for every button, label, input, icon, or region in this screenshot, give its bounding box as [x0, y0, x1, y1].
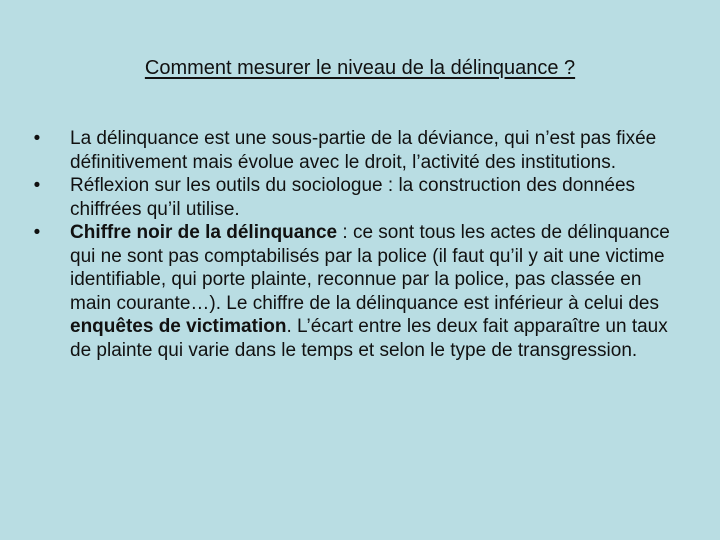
bullet-item [30, 174, 680, 221]
bullet-text: La délinquance est une sous-partie de la déviance, qui n’est pas fixée définitivement mais évolue avec le droit, l’activité des institutions. [70, 128, 657, 173]
slide-title: Comment mesurer le niveau de la délinquance ? [144, 57, 576, 79]
bullet-list [30, 127, 680, 362]
bullet-text: : ce sont tous les actes de délinquance qui ne sont pas comptabilisés par la police (il faut qu’il y ait une victime identifiable, qui porte plainte, reconnue par la police, pas classée en main courante…). Le chiffre de la délinquance est inférieur à celui des [70, 222, 670, 314]
bullet-icon: • [33, 128, 41, 149]
bullet-icon: • [33, 175, 41, 196]
bullet-term-bold: enquêtes de victimation [70, 316, 287, 337]
bullet-item [30, 221, 680, 362]
bullet-item [30, 127, 680, 174]
bullet-term-bold: Chiffre noir de la délinquance [70, 222, 338, 243]
bullet-text: Réflexion sur les outils du sociologue : la construction des données chiffrées qu’il utilise. [70, 175, 636, 220]
bullet-text: . L’écart entre les deux fait apparaître un taux de plainte qui varie dans le temps et selon le type de transgression. [70, 316, 668, 361]
bullet-icon: • [33, 222, 41, 243]
